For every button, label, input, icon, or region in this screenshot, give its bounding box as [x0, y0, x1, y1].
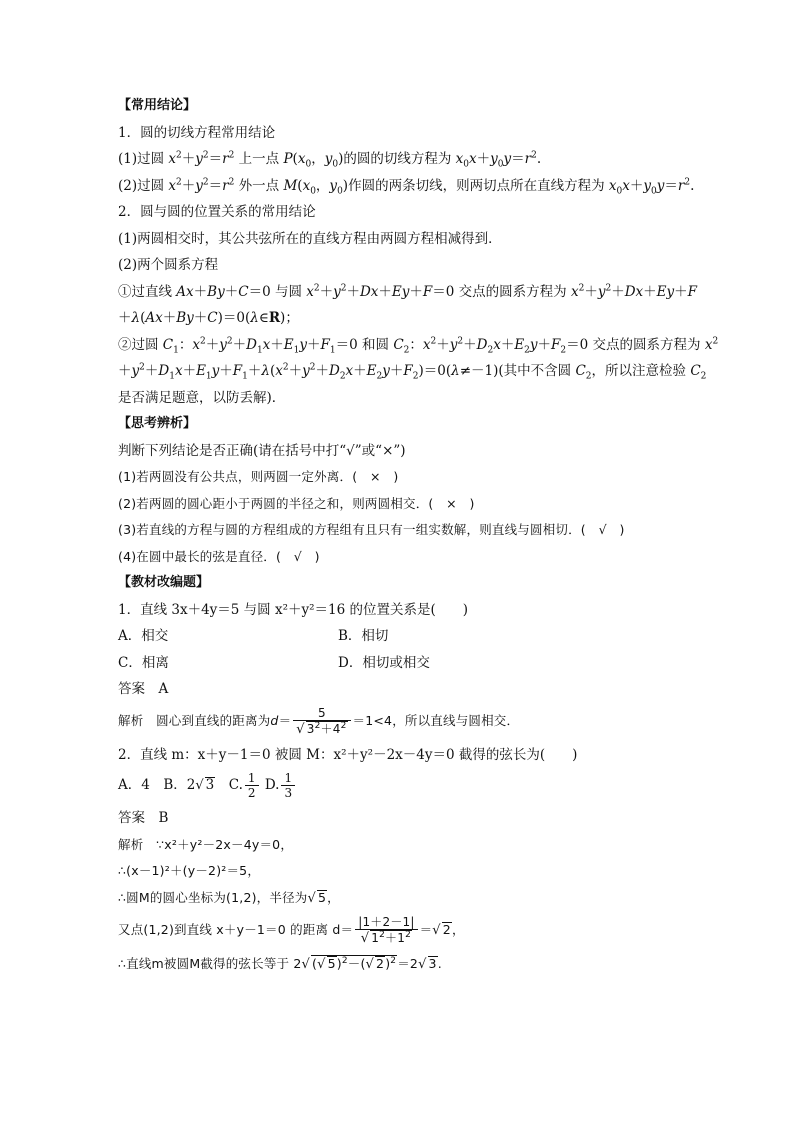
q1-distance-fraction: $\frac{5}{√ 3^2+4^2}$: [293, 706, 350, 737]
conclusion-2-1: (1)两圆相交时，其公共弦所在的直线方程由两圆方程相减得到．: [118, 230, 502, 247]
section-think: 【思考辨析】: [118, 416, 197, 431]
q2-stem: 2．直线 m：x＋y－1＝0 被圆 M：x²＋y²－2x－4y＝0 截得的弦长为( ): [118, 746, 578, 763]
q2-step-3-text: ∴圆M的圆心坐标为(1,2)，半径为: [118, 889, 308, 905]
q1-analysis-post: ＝1<4，所以直线与圆相交．: [352, 712, 520, 728]
think-item-2: (2)若两圆的圆心距小于两圆的半径之和，则两圆相交．( × ): [118, 495, 475, 511]
think-intro: 判断下列结论是否正确(请在括号中打“√”或“×”): [118, 442, 406, 459]
q2-step-1: ∵x²＋y²－2x－4y＝0，: [156, 836, 294, 852]
conclusion-title-2: 2．圆与圆的位置关系的常用结论: [118, 204, 316, 220]
q2-step-3: ∴圆M的圆心坐标为(1,2)，半径为√ 5，: [118, 889, 340, 906]
section-common-conclusions: 【常用结论】: [118, 98, 197, 113]
circle-system-2b: $+y^2+D_1x+E_1y+F_1+\lambda(x^2+y^2+D_2x+E_2y+F_2)=0(\lambda\ne-1)$(其中不含圆 $C_2$，所以注意检验 $C_2$: [118, 362, 707, 382]
q1-option-d: D．相切或相交: [338, 654, 430, 671]
q1-analysis-pre: 圆心到直线的距离为: [156, 712, 271, 728]
q1-answer: 答案 A: [118, 681, 169, 697]
think-item-4: (4)在圆中最长的弦是直径．( √ ): [118, 548, 320, 564]
q1-stem: 1．直线 3x＋4y＝5 与圆 x²＋y²＝16 的位置关系是( ): [118, 601, 469, 618]
q1-options-row-1: [118, 626, 684, 646]
think-item-1: (1)若两圆没有公共点，则两圆一定外离．( × ): [118, 469, 399, 484]
q1-analysis-label: 解析: [118, 712, 144, 728]
q1-option-b: B．相切: [338, 628, 389, 644]
q2-analysis-label: 解析: [118, 836, 144, 852]
q1-option-c: C．相离: [118, 654, 169, 671]
think-item-3: (3)若直线的方程与圆的方程组成的方程组有且只有一组实数解，则直线与圆相切．( √ ): [118, 522, 625, 537]
conclusion-1-1: (1)过圆 $x^2+y^2=r^2$ 上一点 $P(x_0$，$y_0$)的圆的切线方程为 $x_0x+y_0y=r^2$.: [118, 150, 542, 170]
q2-step-4-text: 又点(1,2)到直线 x＋y－1＝0 的距离 d＝: [118, 922, 354, 937]
q2-step-4: 又点(1,2)到直线 x＋y－1＝0 的距离 d＝ $\frac{|1+2-1|}{√ 1^2+1^2}$ ＝√ 2，: [118, 915, 465, 946]
circle-system-2a: ②过圆 $C_1$：$x^2+y^2+D_1x+E_1y+F_1=0$ 和圆 $C_2$：$x^2+y^2+D_2x+E_2y+F_2=0$ 交点的圆系方程为 $x^2$: [118, 336, 719, 356]
q2-analysis-1: [118, 835, 684, 855]
conclusion-1-2: (2)过圆 $x^2+y^2=r^2$ 外一点 $M(x_0$，$y_0$)作圆的两条切线，则两切点所在直线方程为 $x_0x+y_0y=r^2$.: [118, 177, 695, 197]
q1-analysis: 解析 圆心到直线的距离为d＝ $\frac{5}{√ 3^2+4^2}$ ＝1<4，所以直线与圆相交．: [118, 705, 520, 737]
document-page: [118, 96, 719, 982]
q2-options: A．4 B．2√ 3 C. $\frac{1}{2}$ D. $\frac{1}{3}$: [118, 771, 684, 800]
conclusion-title-1: 1．圆的切线方程常用结论: [118, 124, 276, 141]
circle-system-1b: ＋λ(Ax＋By＋C)＝0(λ∈R)；: [118, 310, 299, 326]
q2-step-2: ∴(x－1)²＋(y－2)²＝5，: [118, 863, 261, 878]
q1-options-row-2: [118, 653, 684, 673]
q2-answer: 答案 B: [118, 810, 169, 826]
q2-step-5-text: ∴直线m被圆M截得的弦长等于: [118, 956, 290, 971]
q1-option-a: A．相交: [118, 628, 169, 644]
section-textbook: 【教材改编题】: [118, 575, 210, 590]
q2-step-5: ∴直线m被圆M截得的弦长等于 2√ (√ 5)$^2$－(√ 2)$^2$＝2√ 3.: [118, 955, 442, 972]
circle-system-2c: 是否满足题意，以防丢解)．: [118, 389, 286, 406]
circle-system-1a: ①过直线 Ax＋By＋C＝0 与圆 $x^2+y^2+Dx+Ey+F=0$ 交点的圆系方程为 $x^2+y^2+Dx+Ey+F$: [118, 283, 697, 300]
conclusion-2-2: (2)两个圆系方程: [118, 257, 219, 273]
